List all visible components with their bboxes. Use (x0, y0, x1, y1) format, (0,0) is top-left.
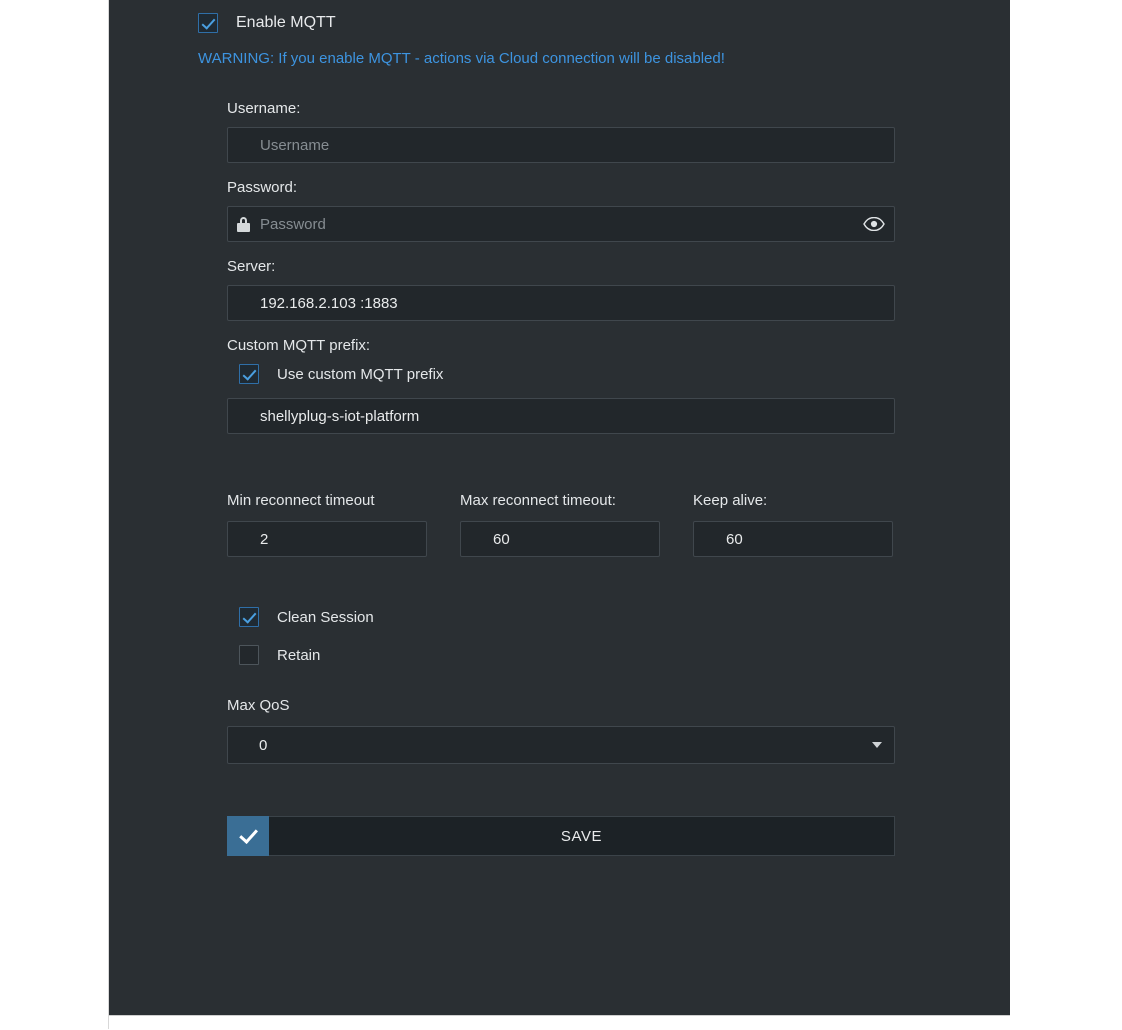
eye-icon[interactable] (854, 207, 894, 241)
custom-prefix-label: Custom MQTT prefix: (227, 337, 371, 354)
min-reconnect-col (227, 492, 427, 573)
save-row[interactable] (227, 816, 895, 856)
right-gutter (1010, 0, 1122, 1029)
enable-mqtt-checkbox[interactable] (198, 13, 218, 33)
retain-label: Retain (277, 646, 321, 664)
max-qos-value: 0 (259, 736, 268, 754)
custom-prefix-input[interactable] (260, 399, 894, 433)
timeouts-row (227, 492, 895, 573)
max-reconnect-col (460, 492, 660, 573)
min-reconnect-input[interactable] (260, 522, 459, 556)
keep-alive-input[interactable] (726, 522, 925, 556)
use-custom-prefix-label: Use custom MQTT prefix (277, 365, 444, 383)
clean-session-label: Clean Session (277, 608, 374, 626)
password-label: Password: (227, 179, 298, 196)
min-reconnect-label: Min reconnect timeout (227, 492, 375, 509)
max-reconnect-input-wrap[interactable] (460, 521, 660, 557)
server-input-wrap[interactable] (227, 285, 895, 321)
username-icon-slot (228, 128, 260, 162)
clean-session-checkbox[interactable] (239, 607, 259, 627)
max-qos-label: Max QoS (227, 697, 290, 714)
server-label: Server: (227, 258, 276, 275)
keep-alive-input-wrap[interactable] (693, 521, 893, 557)
mqtt-warning-text: WARNING: If you enable MQTT - actions via Cloud connection will be disabled! (198, 50, 725, 67)
max-qos-select[interactable] (227, 726, 895, 764)
server-input[interactable] (260, 286, 894, 320)
server-icon-slot (228, 286, 260, 320)
keep-alive-col (693, 492, 893, 573)
save-check-icon (227, 816, 269, 856)
max-reconnect-label: Max reconnect timeout: (460, 492, 616, 509)
max-reconnect-icon-slot (461, 522, 493, 556)
mqtt-form (227, 100, 895, 856)
username-input-wrap[interactable] (227, 127, 895, 163)
left-gutter (0, 0, 109, 1029)
password-input-wrap[interactable] (227, 206, 895, 242)
min-reconnect-input-wrap[interactable] (227, 521, 427, 557)
enable-mqtt-row[interactable] (198, 13, 336, 33)
username-label: Username: (227, 100, 301, 117)
enable-mqtt-label: Enable MQTT (236, 14, 336, 31)
lock-icon (228, 207, 260, 241)
retain-row[interactable] (239, 645, 895, 665)
keep-alive-label: Keep alive: (693, 492, 768, 509)
username-input[interactable] (260, 128, 894, 162)
mqtt-settings-panel (109, 0, 1010, 1015)
min-reconnect-icon-slot (228, 522, 260, 556)
save-button[interactable]: SAVE (269, 816, 895, 856)
use-custom-prefix-row[interactable] (239, 364, 895, 384)
use-custom-prefix-checkbox[interactable] (239, 364, 259, 384)
custom-prefix-input-wrap[interactable] (227, 398, 895, 434)
clean-session-row[interactable] (239, 607, 895, 627)
retain-checkbox[interactable] (239, 645, 259, 665)
keep-alive-icon-slot (694, 522, 726, 556)
password-input[interactable] (260, 207, 854, 241)
max-reconnect-input[interactable] (493, 522, 692, 556)
prefix-icon-slot (228, 399, 260, 433)
chevron-down-icon (872, 742, 882, 748)
flags-group (227, 607, 895, 665)
bottom-strip (109, 1015, 1010, 1030)
